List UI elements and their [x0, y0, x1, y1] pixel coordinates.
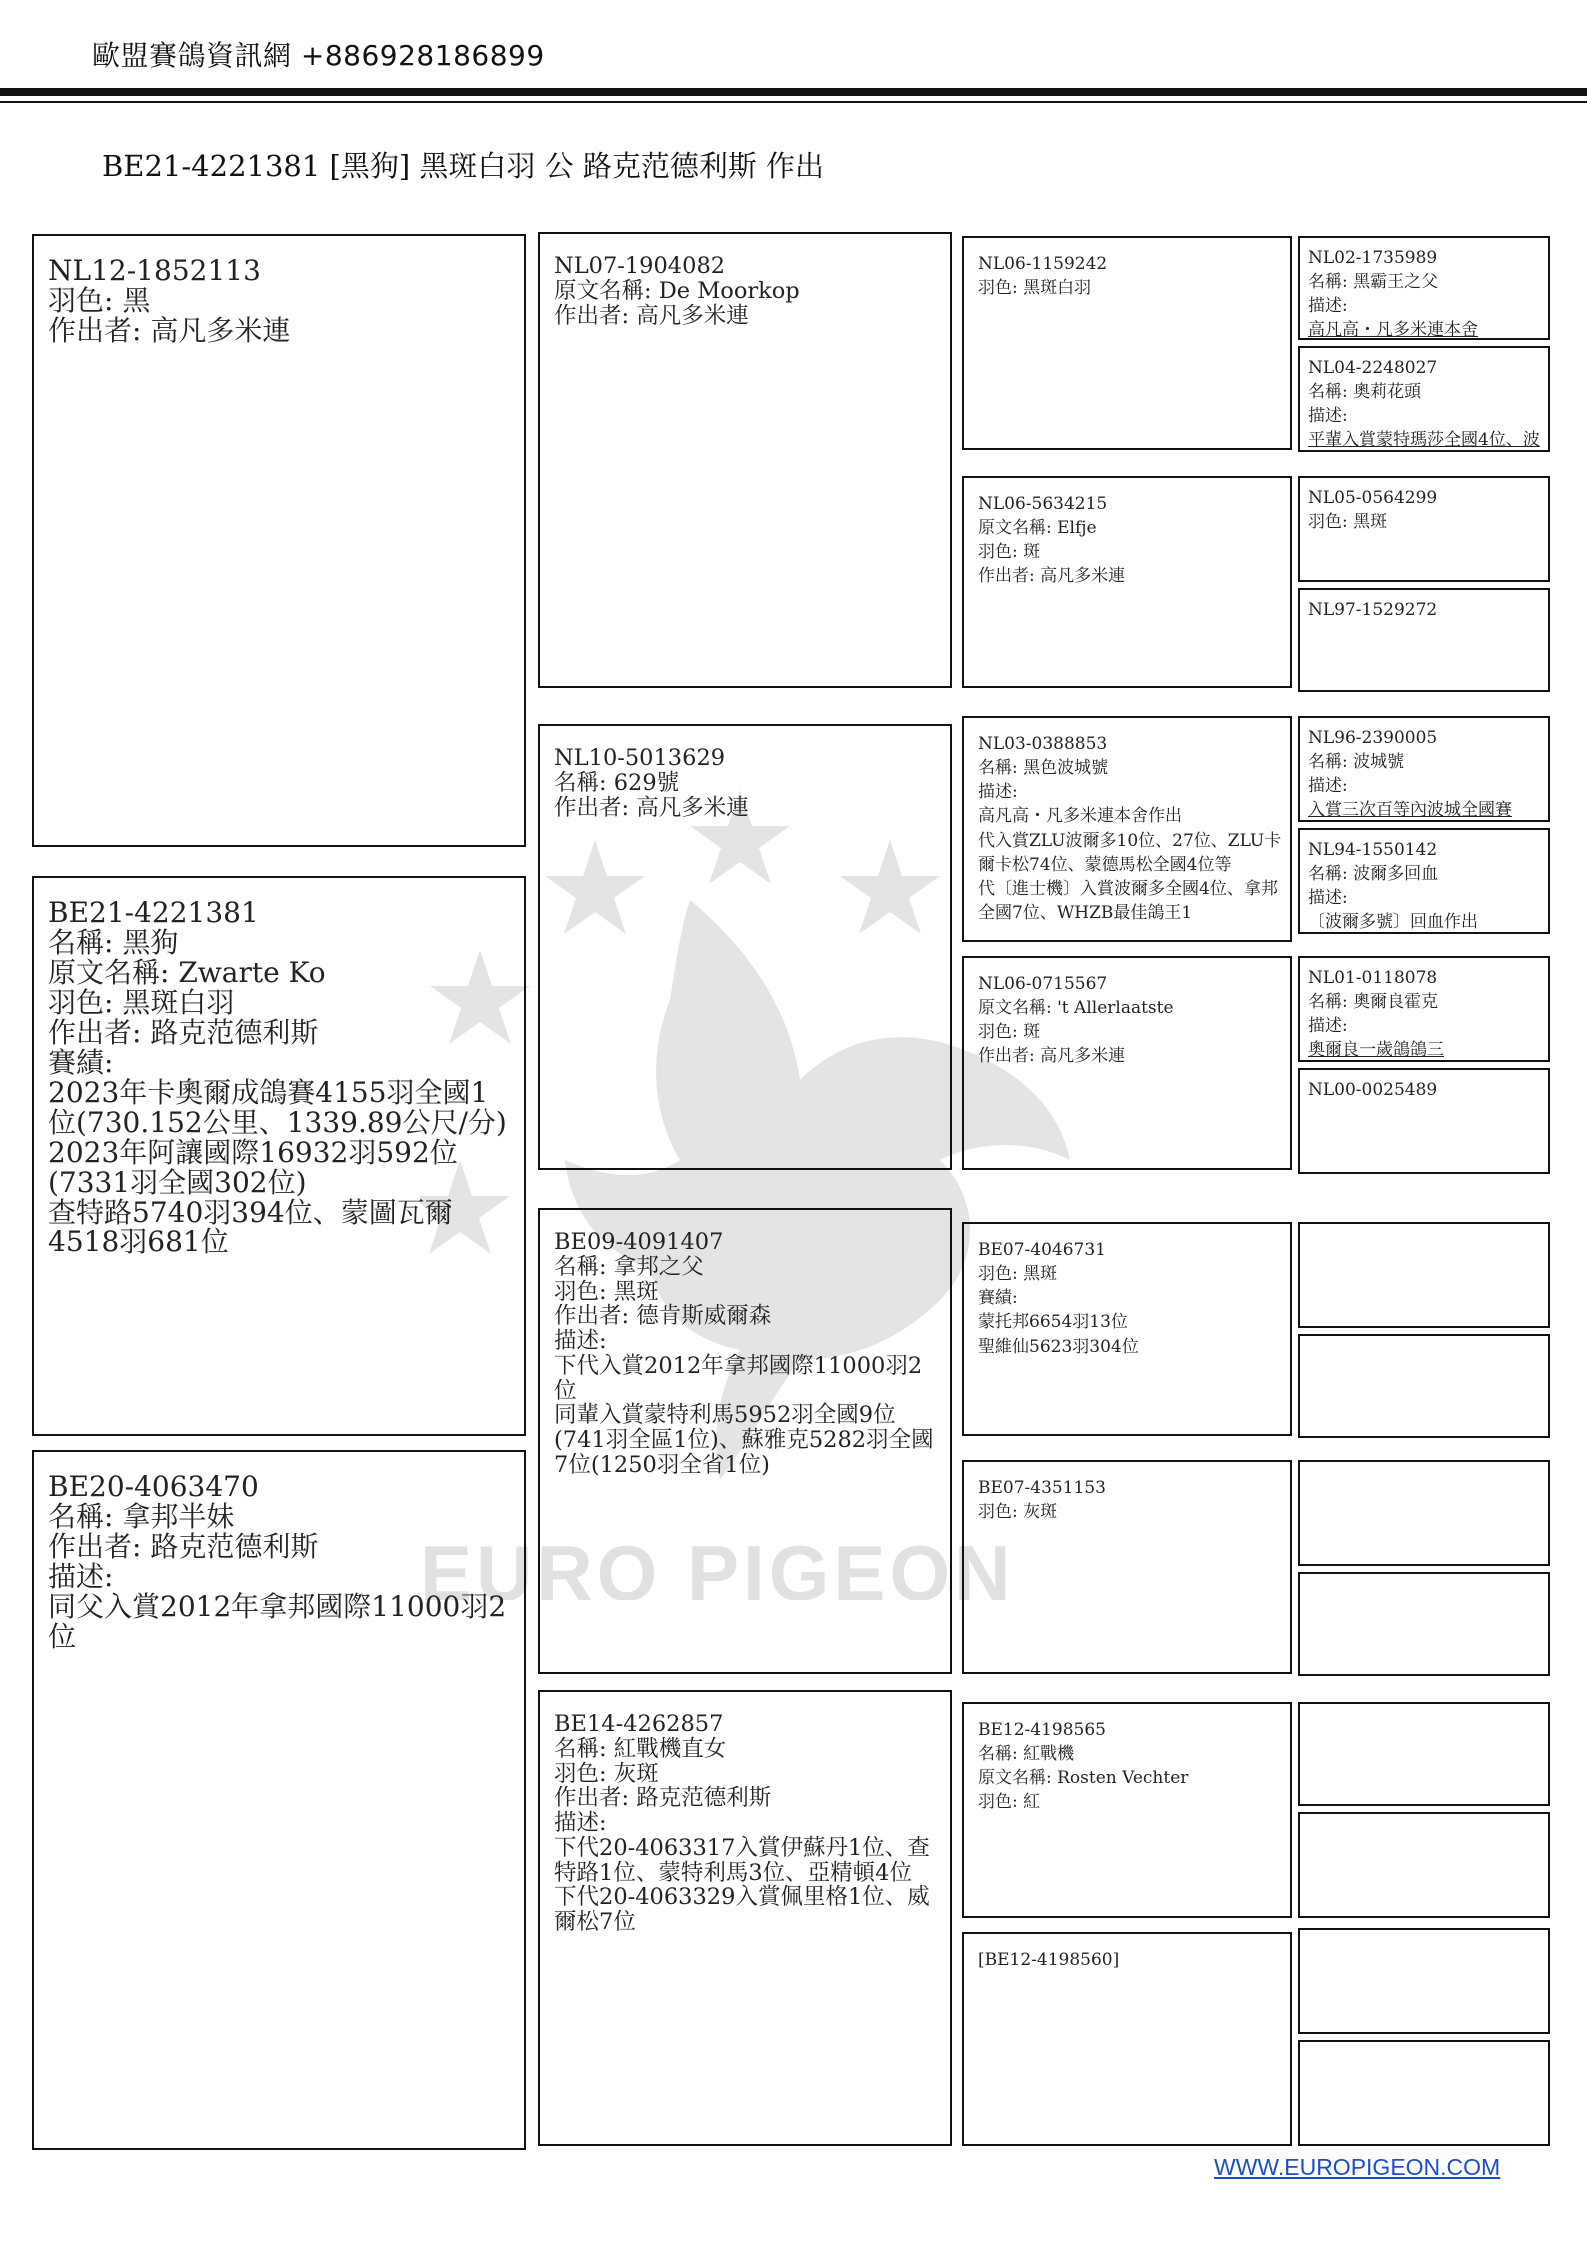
gen3-sdd-box	[962, 956, 1292, 1170]
dd-desc-2: 下代20-4063329入賞佩里格1位、威爾松7位	[554, 1884, 930, 1935]
dam-box	[32, 1450, 526, 2150]
b5-desc-label: 描述:	[1308, 776, 1348, 797]
dd-breeder: 作出者: 路克范德利斯	[554, 1785, 772, 1812]
dd-color: 羽色: 灰斑	[554, 1760, 659, 1787]
ds-desc-1: 下代入賞2012年拿邦國際11000羽2位	[554, 1352, 923, 1404]
b7-ring: NL01-0118078	[1308, 968, 1438, 988]
gen3-dss-box	[962, 1222, 1292, 1436]
gen4-box-9	[1298, 1222, 1550, 1328]
gen4-box-1	[1298, 236, 1550, 340]
b6-ring: NL94-1550142	[1308, 840, 1438, 860]
gen4-box-8	[1298, 1068, 1550, 1174]
dsd-ring: BE07-4351153	[978, 1478, 1106, 1498]
sdd-breeder: 作出者: 高凡多米連	[978, 1046, 1126, 1067]
subject-result-1: 2023年卡奧爾成鴿賽4155羽全國1位(730.152公里、1339.89公尺/分)	[48, 1075, 507, 1139]
dd-desc-1: 下代20-4063317入賞伊蘇丹1位、查特路1位、蒙特利馬3位、亞精頓4位	[554, 1834, 930, 1886]
dss-results-label: 賽績:	[978, 1288, 1018, 1309]
ds-desc-label: 描述:	[554, 1328, 607, 1354]
gen3-sss-box	[962, 236, 1292, 450]
dss-color: 羽色: 黑斑	[978, 1264, 1058, 1285]
gen4-box-16	[1298, 2040, 1550, 2146]
b7-desc-label: 描述:	[1308, 1016, 1348, 1037]
dsd-color: 羽色: 灰斑	[978, 1502, 1058, 1523]
sdd-color: 羽色: 斑	[978, 1022, 1041, 1043]
dds-color: 羽色: 紅	[978, 1792, 1041, 1813]
b6-name: 名稱: 波爾多回血	[1308, 864, 1439, 885]
sd-ring: NL10-5013629	[554, 745, 726, 771]
gen4-box-6	[1298, 828, 1550, 934]
sds-desc-label: 描述:	[978, 782, 1018, 803]
gen4-box-14	[1298, 1812, 1550, 1918]
gen3-sds-box	[962, 716, 1292, 942]
ddd-ring: [BE12-4198560]	[978, 1950, 1120, 1970]
b1-name: 名稱: 黑霸王之父	[1308, 272, 1439, 293]
dam-sire-box	[538, 1208, 952, 1674]
subject-box	[32, 876, 526, 1436]
subject-ring: BE21-4221381	[48, 896, 259, 929]
b2-name: 名稱: 奧莉花頭	[1308, 382, 1422, 403]
subject-breeder: 作出者: 路克范德利斯	[48, 1015, 319, 1049]
ss-breeder: 作出者: 高凡多米連	[554, 302, 749, 329]
gen3-ddd-box	[962, 1932, 1292, 2146]
dam-desc: 同父入賞2012年拿邦國際11000羽2位	[48, 1589, 507, 1653]
ss-original-name: 原文名稱: De Moorkop	[554, 277, 800, 304]
dss-result-2: 聖維仙5623羽304位	[978, 1336, 1139, 1357]
b6-desc-label: 描述:	[1308, 888, 1348, 909]
b1-desc-label: 描述:	[1308, 296, 1348, 317]
footer-website-link[interactable]: WWW.EUROPIGEON.COM	[1214, 2154, 1501, 2180]
header-rule-thick	[0, 88, 1587, 96]
gen4-box-10	[1298, 1334, 1550, 1438]
gen4-box-3	[1298, 476, 1550, 582]
sdd-ring: NL06-0715567	[978, 974, 1108, 994]
sd-name: 名稱: 629號	[554, 769, 680, 796]
sds-desc-1: 高凡高・凡多米連本舍作出	[978, 806, 1182, 827]
gen3-ssd-box	[962, 476, 1292, 688]
subject-result-2: 2023年阿讓國際16932羽592位(7331羽全國302位)	[48, 1135, 458, 1199]
ds-ring: BE09-4091407	[554, 1229, 724, 1255]
b2-desc-label: 描述:	[1308, 406, 1348, 427]
b6-desc: 〔波爾多號〕回血作出	[1308, 912, 1478, 933]
gen4-box-2	[1298, 346, 1550, 452]
ds-color: 羽色: 黑斑	[554, 1278, 659, 1305]
ssd-color: 羽色: 斑	[978, 542, 1041, 563]
site-header: 歐盟賽鴿資訊網 +886928186899	[92, 39, 545, 72]
gen3-dds-box	[962, 1702, 1292, 1918]
b4-ring: NL97-1529272	[1308, 600, 1438, 620]
dss-ring: BE07-4046731	[978, 1240, 1106, 1260]
sire-color: 羽色: 黑	[48, 283, 151, 317]
sd-breeder: 作出者: 高凡多米連	[554, 794, 749, 821]
sds-name: 名稱: 黑色波城號	[978, 758, 1109, 779]
gen4-box-4	[1298, 588, 1550, 692]
sds-ring: NL03-0388853	[978, 734, 1108, 754]
dam-desc-label: 描述:	[48, 1559, 114, 1593]
ssd-breeder: 作出者: 高凡多米連	[978, 566, 1126, 587]
dam-breeder: 作出者: 路克范德利斯	[48, 1529, 319, 1563]
ds-name: 名稱: 拿邦之父	[554, 1253, 704, 1280]
dds-name: 名稱: 紅戰機	[978, 1744, 1075, 1765]
gen4-box-11	[1298, 1460, 1550, 1566]
b8-ring: NL00-0025489	[1308, 1080, 1438, 1100]
sire-breeder: 作出者: 高凡多米連	[48, 313, 291, 347]
subject-name: 名稱: 黑狗	[48, 925, 179, 959]
dd-ring: BE14-4262857	[554, 1711, 724, 1737]
b5-desc: 入賞三次百等內波城全國賽	[1308, 800, 1512, 821]
ss-ring: NL07-1904082	[554, 253, 726, 279]
ds-desc-2: 同輩入賞蒙特利馬5952羽全國9位(741羽全區1位)、蘇雅克5282羽全國7位(1250羽全省1位)	[554, 1402, 934, 1478]
gen4-box-12	[1298, 1572, 1550, 1676]
dam-name: 名稱: 拿邦半妹	[48, 1499, 235, 1533]
subject-result-3: 查特路5740羽394位、蒙圖瓦爾4518羽681位	[48, 1195, 453, 1259]
b5-name: 名稱: 波城號	[1308, 752, 1405, 773]
watermark-text: EURO PIGEON	[420, 1529, 1015, 1600]
b1-ring: NL02-1735989	[1308, 248, 1438, 268]
dd-name: 名稱: 紅戰機直女	[554, 1735, 727, 1762]
dd-desc-label: 描述:	[554, 1810, 607, 1836]
sire-sire-box	[538, 232, 952, 688]
dds-ring: BE12-4198565	[978, 1720, 1106, 1740]
subject-original-name: 原文名稱: Zwarte Ko	[48, 955, 326, 989]
gen3-dsd-box	[962, 1460, 1292, 1674]
b2-ring: NL04-2248027	[1308, 358, 1438, 378]
ssd-ring: NL06-5634215	[978, 494, 1108, 514]
b1-desc: 高凡高・凡多米連本舍	[1308, 320, 1478, 340]
sdd-original-name: 原文名稱: 't Allerlaatste	[978, 998, 1174, 1019]
sss-color: 羽色: 黑斑白羽	[978, 278, 1092, 299]
gen4-box-13	[1298, 1702, 1550, 1806]
b3-ring: NL05-0564299	[1308, 488, 1438, 508]
sire-ring: NL12-1852113	[48, 254, 261, 287]
header-rule-thin	[0, 101, 1587, 103]
b7-desc: 奧爾良一歲鴿鴿三	[1308, 1040, 1444, 1061]
dds-original-name: 原文名稱: Rosten Vechter	[978, 1768, 1189, 1789]
gen4-box-7	[1298, 956, 1550, 1062]
dss-result-1: 蒙托邦6654羽13位	[978, 1312, 1128, 1333]
ssd-original-name: 原文名稱: Elfje	[978, 518, 1097, 539]
sds-desc-2: 代入賞ZLU波爾多10位、27位、ZLU卡爾卡松74位、蒙德馬松全國4位等	[978, 830, 1282, 875]
gen4-box-5	[1298, 716, 1550, 822]
dam-ring: BE20-4063470	[48, 1470, 259, 1503]
b3-color: 羽色: 黑斑	[1308, 512, 1388, 533]
gen4-box-15	[1298, 1928, 1550, 2034]
dam-dam-box	[538, 1690, 952, 2146]
sss-ring: NL06-1159242	[978, 254, 1108, 274]
ds-breeder: 作出者: 德肯斯威爾森	[554, 1303, 772, 1330]
pedigree-title: BE21-4221381 [黑狗] 黑斑白羽 公 路克范德利斯 作出	[102, 149, 825, 183]
subject-color: 羽色: 黑斑白羽	[48, 985, 235, 1019]
b5-ring: NL96-2390005	[1308, 728, 1438, 748]
sire-box	[32, 234, 526, 847]
sds-desc-3: 代〔進士機〕入賞波爾多全國4位、拿邦全國7位、WHZB最佳鴿王1	[978, 878, 1278, 923]
sire-dam-box	[538, 724, 952, 1170]
subject-results-label: 賽績:	[48, 1045, 114, 1079]
b7-name: 名稱: 奧爾良霍克	[1308, 992, 1439, 1013]
b2-desc: 平輩入賞蒙特瑪莎全國4位、波	[1308, 430, 1540, 451]
